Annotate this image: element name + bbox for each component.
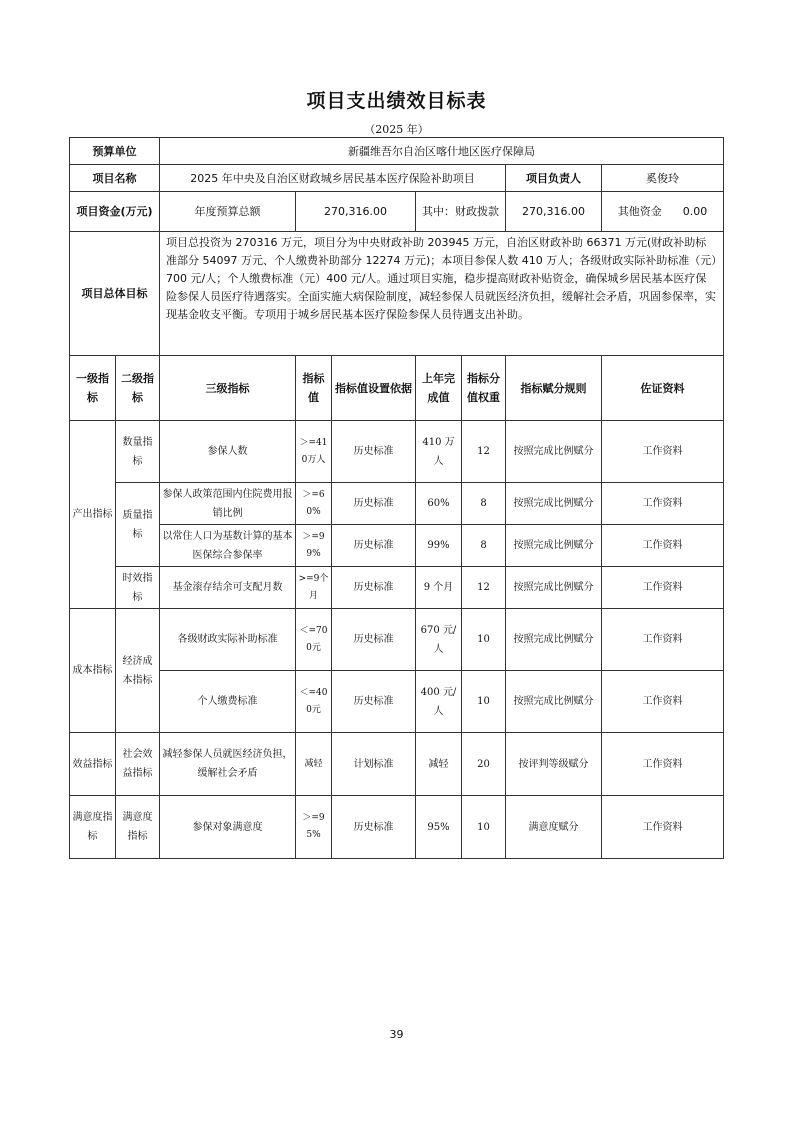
other-funds-value: 0.00: [682, 205, 708, 218]
budget-unit-value: 新疆维吾尔自治区喀什地区医疗保障局: [160, 138, 724, 165]
indicator-weight: 10: [462, 671, 506, 733]
indicator-rule: 按照完成比例赋分: [506, 609, 602, 671]
subgroup-timeliness: 时效指标: [116, 567, 160, 609]
header-basis: 指标值设置依据: [332, 356, 416, 421]
indicator-name: 参保对象满意度: [160, 796, 296, 859]
subgroup-social: 社会效益指标: [116, 733, 160, 796]
header-level2: 二级指标: [116, 356, 160, 421]
indicator-weight: 20: [462, 733, 506, 796]
header-value: 指标值: [296, 356, 332, 421]
indicator-value: >=9个月: [296, 567, 332, 609]
budget-unit-label: 预算单位: [70, 138, 160, 165]
indicator-rule: 按照完成比例赋分: [506, 483, 602, 525]
indicator-last-year: 670 元/人: [416, 609, 462, 671]
project-owner-value: 奚俊玲: [602, 165, 724, 192]
project-owner-label: 项目负责人: [506, 165, 602, 192]
document-year: （2025 年）: [364, 123, 429, 136]
indicator-basis: 历史标准: [332, 796, 416, 859]
group-satisfaction: 满意度指标: [70, 796, 116, 859]
indicator-basis: 计划标准: [332, 733, 416, 796]
indicator-name: 参保人政策范围内住院费用报销比例: [160, 483, 296, 525]
indicator-last-year: 400 元/人: [416, 671, 462, 733]
indicator-last-year: 410 万人: [416, 421, 462, 483]
subgroup-quality: 质量指标: [116, 483, 160, 567]
indicator-value: ＞=410万人: [296, 421, 332, 483]
indicator-weight: 10: [462, 796, 506, 859]
table-row: [70, 671, 724, 733]
indicator-weight: 8: [462, 483, 506, 525]
group-output: 产出指标: [70, 421, 116, 609]
indicator-name: 各级财政实际补助标准: [160, 609, 296, 671]
fiscal-value: 270,316.00: [506, 192, 602, 232]
annual-budget-label: 年度预算总额: [160, 192, 296, 232]
indicator-value: ＜=400元: [296, 671, 332, 733]
indicator-last-year: 9 个月: [416, 567, 462, 609]
indicator-last-year: 减轻: [416, 733, 462, 796]
indicator-basis: 历史标准: [332, 421, 416, 483]
indicator-rule: 满意度赋分: [506, 796, 602, 859]
header-rule: 指标赋分规则: [506, 356, 602, 421]
project-name-value: 2025 年中央及自治区财政城乡居民基本医疗保险补助项目: [160, 165, 506, 192]
indicator-evidence: 工作资料: [602, 567, 724, 609]
header-weight: 指标分值权重: [462, 356, 506, 421]
group-benefit: 效益指标: [70, 733, 116, 796]
indicator-value: ＞=99%: [296, 525, 332, 567]
subgroup-quantity: 数量指标: [116, 421, 160, 483]
indicator-basis: 历史标准: [332, 483, 416, 525]
indicator-name: 减轻参保人员就医经济负担，缓解社会矛盾: [160, 733, 296, 796]
indicator-rule: 按照完成比例赋分: [506, 567, 602, 609]
project-name-label: 项目名称: [70, 165, 160, 192]
funds-label: 项目资金(万元): [70, 192, 160, 232]
indicator-value: ＞=60%: [296, 483, 332, 525]
indicator-weight: 8: [462, 525, 506, 567]
indicator-basis: 历史标准: [332, 525, 416, 567]
table-row: [70, 483, 724, 525]
annual-budget-value: 270,316.00: [296, 192, 416, 232]
other-funds-cell: [602, 192, 724, 232]
group-cost: 成本指标: [70, 609, 116, 733]
table-row: [70, 733, 724, 796]
indicator-value: 减轻: [296, 733, 332, 796]
indicator-rule: 按照完成比例赋分: [506, 421, 602, 483]
indicator-basis: 历史标准: [332, 567, 416, 609]
indicator-weight: 12: [462, 567, 506, 609]
indicator-value: ＞=95%: [296, 796, 332, 859]
performance-target-table: [69, 137, 724, 859]
table-row: [70, 609, 724, 671]
header-level1: 一级指标: [70, 356, 116, 421]
indicator-evidence: 工作资料: [602, 483, 724, 525]
indicator-name: 参保人数: [160, 421, 296, 483]
table-row: [70, 796, 724, 859]
page-title: 项目支出绩效目标表: [306, 90, 487, 112]
subgroup-satisfaction: 满意度指标: [116, 796, 160, 859]
header-level3: 三级指标: [160, 356, 296, 421]
indicator-weight: 12: [462, 421, 506, 483]
indicator-last-year: 95%: [416, 796, 462, 859]
header-last-year: 上年完成值: [416, 356, 462, 421]
indicator-evidence: 工作资料: [602, 525, 724, 567]
indicator-evidence: 工作资料: [602, 796, 724, 859]
overall-goal-label: 项目总体目标: [70, 232, 160, 356]
other-funds-label: 其他资金: [617, 205, 662, 218]
indicator-evidence: 工作资料: [602, 733, 724, 796]
overall-goal-text: 项目总投资为 270316 万元，项目分为中央财政补助 203945 万元，自治区财政补助 66371 万元(财政补助标准部分 54097 万元、个人缴费补助部分 12274 万元)；本项目参保人数 410 万人；各级财政实际补助标准（元）700 元/人；个人缴费标准（元）400 元/人。通过项目实施，稳步提高财政补贴资金，确保城乡居民基本医疗保险参保人员医疗待遇落实。全面实施大病保险制度，减轻参保人员就医经济负担，缓解社会矛盾，巩固参保率，实现基金收支平衡。专项用于城乡居民基本医疗保险参保人员待遇支出补助。: [160, 232, 724, 356]
indicator-name: 基金滚存结余可支配月数: [160, 567, 296, 609]
table-row: [70, 567, 724, 609]
table-row: [70, 525, 724, 567]
indicator-evidence: 工作资料: [602, 609, 724, 671]
indicator-last-year: 60%: [416, 483, 462, 525]
indicator-basis: 历史标准: [332, 609, 416, 671]
indicator-weight: 10: [462, 609, 506, 671]
indicator-rule: 按照完成比例赋分: [506, 525, 602, 567]
indicator-name: 以常住人口为基数计算的基本医保综合参保率: [160, 525, 296, 567]
table-row: [70, 421, 724, 483]
indicator-rule: 按照完成比例赋分: [506, 671, 602, 733]
indicator-value: ＜=700元: [296, 609, 332, 671]
header-evidence: 佐证资料: [602, 356, 724, 421]
indicator-name: 个人缴费标准: [160, 671, 296, 733]
page-number: 39: [389, 1028, 404, 1041]
indicator-rule: 按评判等级赋分: [506, 733, 602, 796]
subgroup-economic: 经济成本指标: [116, 609, 160, 733]
indicator-evidence: 工作资料: [602, 671, 724, 733]
indicator-basis: 历史标准: [332, 671, 416, 733]
fiscal-label: 其中：财政拨款: [416, 192, 506, 232]
indicator-evidence: 工作资料: [602, 421, 724, 483]
indicator-last-year: 99%: [416, 525, 462, 567]
